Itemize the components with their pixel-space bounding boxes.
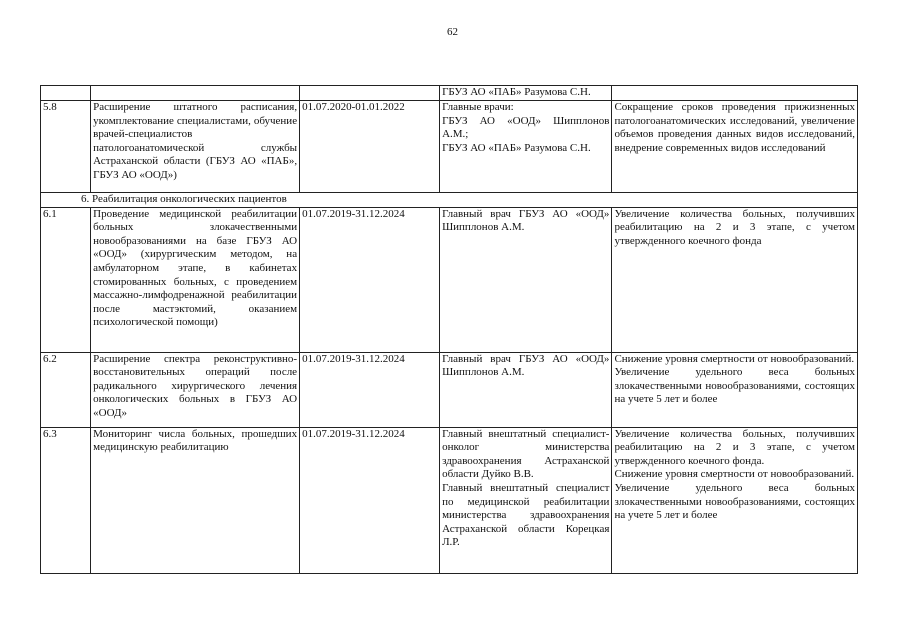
cell-num: 6.1 xyxy=(41,207,91,352)
result-line: Увеличение количества больных, получивших реабилитацию на 2 и 3 этапе, с учетом утвержденного коечного фонда. xyxy=(614,427,855,467)
cell-num: 5.8 xyxy=(41,101,91,193)
table-row xyxy=(41,427,858,573)
cell-result xyxy=(612,427,858,573)
section-title: 6. Реабилитация онкологических пациентов xyxy=(41,193,858,208)
cell-responsible xyxy=(440,427,612,573)
cell-action: Расширение спектра реконструктивно-восстановительных операций после радикального хирургического лечения онкологических больных в ГБУЗ АО «ООД» xyxy=(91,352,300,427)
table-row xyxy=(41,86,858,101)
cell-responsible xyxy=(440,207,612,352)
cell-dates: 01.07.2019-31.12.2024 xyxy=(300,352,440,427)
measures-table xyxy=(40,85,858,574)
responsible-line: Главный внештатный специалист по медицинской реабилитации министерства здравоохранения Астраханской области Корецкая Л.Р. xyxy=(442,481,610,549)
responsible-line: ГБУЗ АО «ПАБ» Разумова С.Н. xyxy=(442,141,591,154)
responsible-line: Главный врач ГБУЗ АО «ООД» Шипплонов А.М. xyxy=(442,207,610,234)
result-line: Сокращение сроков проведения прижизненных патологоанатомических исследований, увеличение объемов проведения данных видов исследований, внедрение современных видов исследований xyxy=(614,101,855,154)
cell-dates: 01.07.2019-31.12.2024 xyxy=(300,207,440,352)
cell-num xyxy=(41,86,91,101)
responsible-line: Главные врачи: xyxy=(442,101,514,113)
cell-num: 6.3 xyxy=(41,427,91,573)
cell-result xyxy=(612,101,858,193)
cell-dates: 01.07.2019-31.12.2024 xyxy=(300,427,440,573)
section-row xyxy=(41,193,858,208)
result-line: Снижение уровня смертности от новообразований. xyxy=(614,468,855,481)
cell-responsible xyxy=(440,352,612,427)
table-row xyxy=(41,352,858,427)
cell-num: 6.2 xyxy=(41,352,91,427)
responsible-line: Главный врач ГБУЗ АО «ООД» Шипплонов А.М. xyxy=(442,352,610,379)
result-line: Увеличение удельного веса больных злокачественными новообразованиями, состоящих на учете 5 лет и более xyxy=(614,481,855,522)
page-number: 62 xyxy=(447,26,458,38)
responsible-line: ГБУЗ АО «ООД» Шипплонов А.М.; xyxy=(442,114,610,141)
cell-dates: 01.07.2020-01.01.2022 xyxy=(300,101,440,193)
result-line: Увеличение количества больных, получивших реабилитацию на 2 и 3 этапе, с учетом утвержденного коечного фонда xyxy=(614,207,855,247)
cell-dates xyxy=(300,86,440,101)
cell-responsible: ГБУЗ АО «ПАБ» Разумова С.Н. xyxy=(440,86,612,101)
result-line: Увеличение удельного веса больных злокачественными новообразованиями, состоящих на учете 5 лет и более xyxy=(614,366,855,406)
cell-action: Проведение медицинской реабилитации больных злокачественными новообразованиями на базе ГБУЗ АО «ООД» (хирургическим методом, на амбулаторном этапе, в кабинетах стомированных больных, с проведением массажно-лимфодренажной реабилитации после мастэктомий, оказанием психологической помощи) xyxy=(91,207,300,352)
responsible-line: Главный внештатный специалист-онколог министерства здравоохранения Астраханской области Дуйко В.В. xyxy=(442,427,610,481)
table-row xyxy=(41,207,858,352)
cell-result xyxy=(612,352,858,427)
cell-responsible xyxy=(440,101,612,193)
cell-action xyxy=(91,86,300,101)
table-row xyxy=(41,101,858,193)
cell-result xyxy=(612,207,858,352)
cell-action: Мониторинг числа больных, прошедших медицинскую реабилитацию xyxy=(91,427,300,573)
cell-action: Расширение штатного расписания, укомплектование специалистами, обучение врачей-специалистов патологоанатомической службы Астраханской области (ГБУЗ АО «ПАБ», ГБУЗ АО «ООД») xyxy=(91,101,300,193)
cell-result xyxy=(612,86,858,101)
result-line: Снижение уровня смертности от новообразований. xyxy=(614,352,855,365)
